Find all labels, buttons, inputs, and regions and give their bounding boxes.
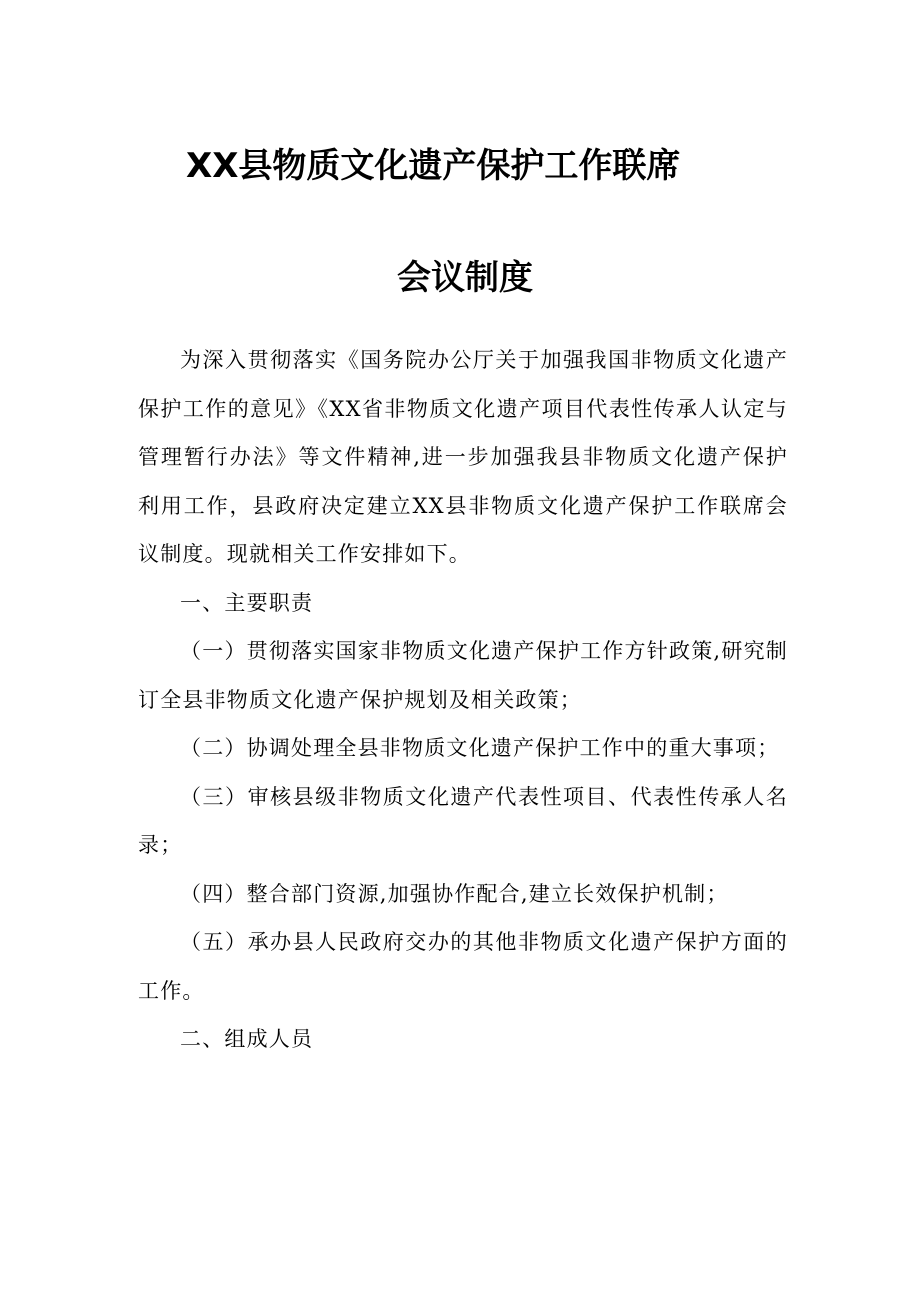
section-heading-members: 二、组成人员 xyxy=(180,1027,314,1051)
intro-paragraph: 为深入贯彻落实《国务院办公厅关于加强我国非物质文化遗产保护工作的意见》《XX省非物质文化遗产项目代表性传承人认定与管理暂行办法》等文件精神,进一步加强我县非物质文化遗产保护利用工作，县政府决定建立XX县非物质文化遗产保护工作联席会议制度。现就相关工作安排如下。 xyxy=(138,348,788,566)
duty-item-3: （三）审核县级非物质文化遗产代表性项目、代表性传承人名录； xyxy=(138,784,788,857)
document-title-line-1: XX县物质文化遗产保护工作联席 xyxy=(186,146,681,186)
section-heading-main-duties: 一、主要职责 xyxy=(180,590,314,615)
duty-item-4: （四）整合部门资源,加强协作配合,建立长效保护机制； xyxy=(180,881,729,906)
duty-item-1: （一）贯彻落实国家非物质文化遗产保护工作方针政策,研究制订全县非物质文化遗产保护规划及相关政策； xyxy=(138,639,788,712)
duty-item-2: （二）协调处理全县非物质文化遗产保护工作中的重大事项； xyxy=(180,736,780,760)
document-body xyxy=(138,336,788,1064)
duty-item-5: （五）承办县人民政府交办的其他非物质文化遗产保护方面的工作。 xyxy=(138,930,788,1003)
document-title-line-2: 会议制度 xyxy=(397,258,533,298)
